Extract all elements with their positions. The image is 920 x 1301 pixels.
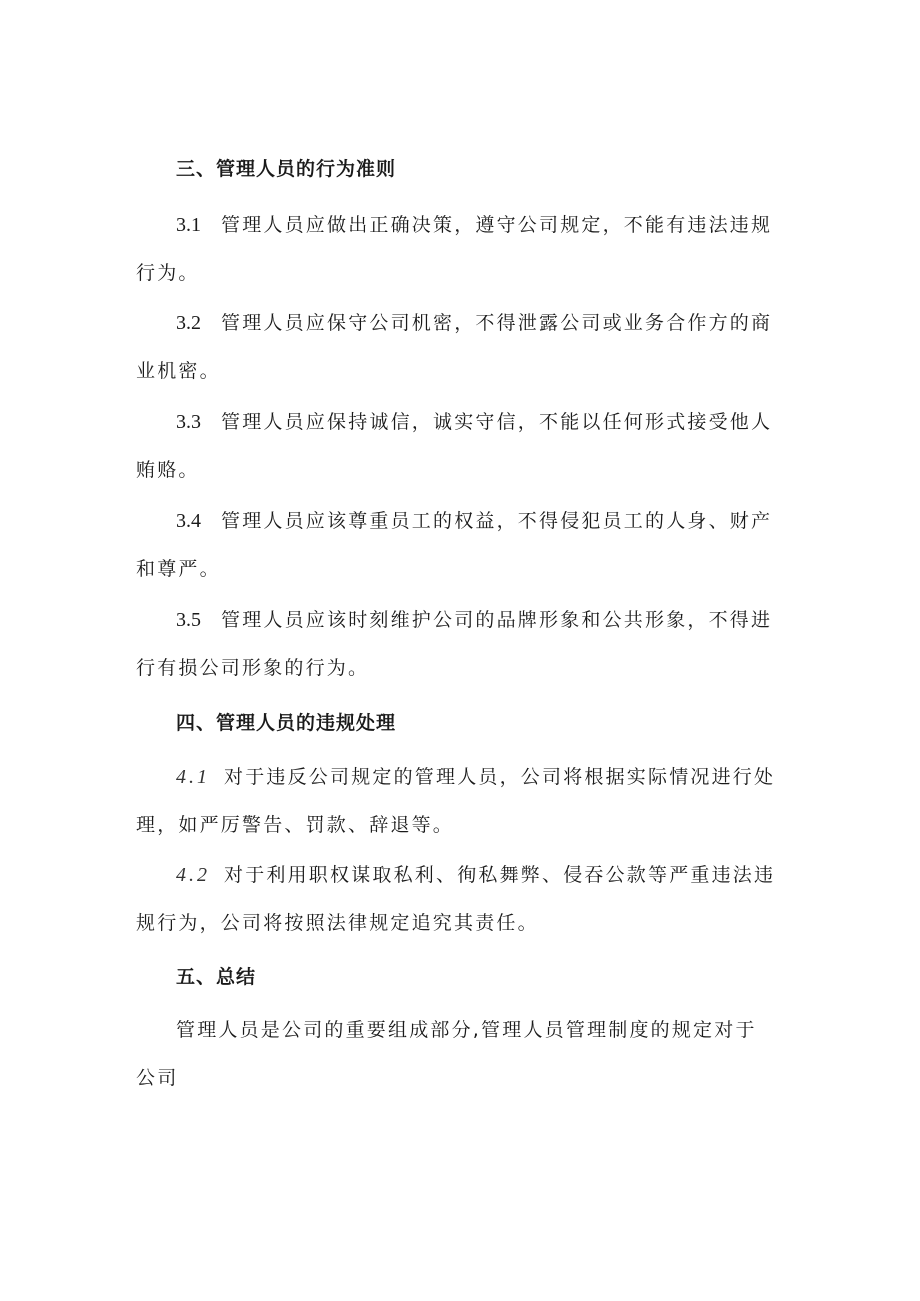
clause-text: 管理人员应保守公司机密，不得泄露公司或业务合作方的商业机密。	[136, 312, 773, 382]
paragraph-4-1	[136, 753, 776, 849]
section-heading-5: 五、总结	[176, 966, 257, 988]
clause-number: 3.2	[176, 312, 201, 334]
paragraph-3-1	[136, 201, 776, 297]
paragraph-4-2	[136, 851, 776, 947]
paragraph-3-5	[136, 596, 776, 692]
paragraph-3-2	[136, 299, 776, 395]
clause-number: 3.3	[176, 411, 201, 433]
clause-number: 3.1	[176, 214, 201, 236]
section-heading-4: 四、管理人员的违规处理	[176, 712, 397, 734]
clause-text: 管理人员应保持诚信，诚实守信，不能以任何形式接受他人贿赂。	[136, 411, 773, 481]
clause-number: 3.5	[176, 609, 201, 631]
clause-text: 对于违反公司规定的管理人员，公司将根据实际情况进行处理，如严厉警告、罚款、辞退等。	[136, 766, 776, 836]
clause-text: 管理人员应该时刻维护公司的品牌形象和公共形象，不得进行有损公司形象的行为。	[136, 609, 773, 679]
paragraph-3-4	[136, 497, 776, 593]
paragraph-summary: 管理人员是公司的重要组成部分,管理人员管理制度的规定对于公司	[136, 1019, 757, 1089]
clause-number: 4.2	[176, 864, 210, 886]
clause-number: 3.4	[176, 510, 201, 532]
clause-text: 管理人员应该尊重员工的权益，不得侵犯员工的人身、财产和尊严。	[136, 510, 773, 580]
paragraph-3-3	[136, 398, 776, 494]
clause-number: 4.1	[176, 766, 210, 788]
clause-text: 管理人员应做出正确决策，遵守公司规定，不能有违法违规行为。	[136, 214, 773, 284]
clause-text: 对于利用职权谋取私利、徇私舞弊、侵吞公款等严重违法违规行为，公司将按照法律规定追究其责任。	[136, 864, 776, 934]
section-heading-3: 三、管理人员的行为准则	[176, 158, 397, 180]
